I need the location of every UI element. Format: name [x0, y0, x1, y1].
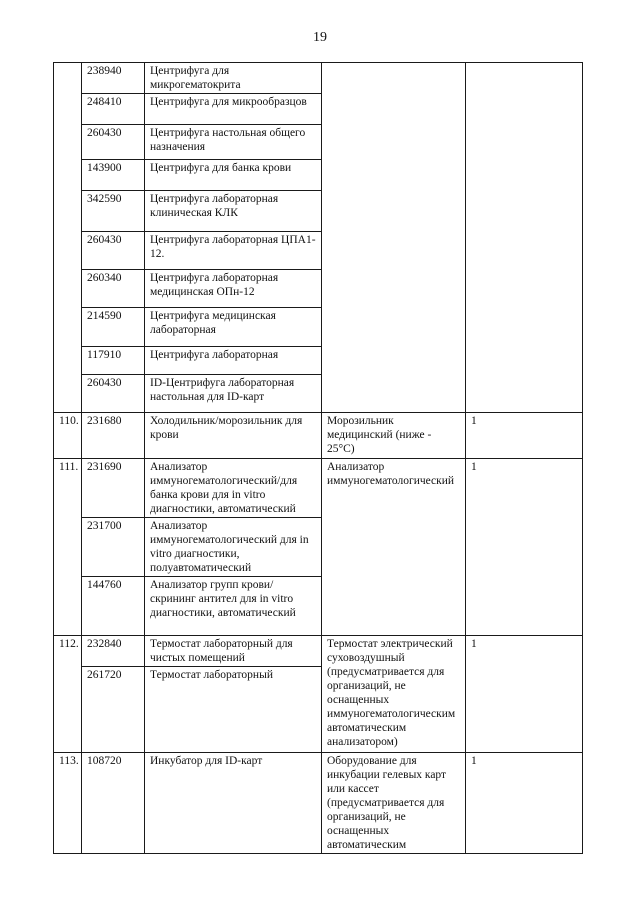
quantity-cell: 1	[466, 753, 583, 854]
code-cell: 342590	[82, 191, 145, 232]
code-cell: 143900	[82, 160, 145, 191]
code-cell: 260430	[82, 125, 145, 160]
quantity-cell: 1	[466, 636, 583, 753]
quantity-cell	[466, 63, 583, 413]
table-row	[54, 413, 583, 459]
code-cell: 214590	[82, 308, 145, 347]
code-cell: 260340	[82, 270, 145, 308]
name-cell: Центрифуга для микрогематокрита	[145, 63, 322, 94]
code-cell: 117910	[82, 347, 145, 375]
code-cell: 231690	[82, 459, 145, 518]
code-cell: 261720	[82, 667, 145, 753]
code-cell: 108720	[82, 753, 145, 854]
code-cell: 231700	[82, 518, 145, 577]
code-cell: 238940	[82, 63, 145, 94]
page-number: 19	[313, 30, 327, 45]
row-number-cell: 112.	[54, 636, 82, 753]
row-number-cell: 110.	[54, 413, 82, 459]
code-cell: 232840	[82, 636, 145, 667]
code-cell: 260430	[82, 232, 145, 270]
code-cell: 231680	[82, 413, 145, 459]
name-cell: Центрифуга настольная общего назначения	[145, 125, 322, 160]
name-cell: Анализатор групп крови/скрининг антител для in vitro диагностики, автоматический	[145, 577, 322, 636]
table-row	[54, 63, 583, 94]
name-cell: Центрифуга для банка крови	[145, 160, 322, 191]
name-cell: Центрифуга лабораторная ЦПА1-12.	[145, 232, 322, 270]
name-cell: Холодильник/морозильник для крови	[145, 413, 322, 459]
name-cell: Термостат лабораторный	[145, 667, 322, 753]
code-cell: 248410	[82, 94, 145, 125]
equipment-cell: Анализатор иммуногематологический	[322, 459, 466, 636]
name-cell: Центрифуга лабораторная медицинская ОПн-12	[145, 270, 322, 308]
row-number-cell: 111.	[54, 459, 82, 636]
name-cell: Центрифуга для микрообразцов	[145, 94, 322, 125]
table-row	[54, 459, 583, 518]
name-cell: ID-Центрифуга лабораторная настольная для ID-карт	[145, 375, 322, 413]
quantity-cell: 1	[466, 413, 583, 459]
table-row	[54, 636, 583, 667]
equipment-cell: Оборудование для инкубации гелевых карт или кассет (предусматривается для организаций, не оснащенных автоматическим	[322, 753, 466, 854]
name-cell: Центрифуга лабораторная клиническая КЛК	[145, 191, 322, 232]
name-cell: Термостат лабораторный для чистых помещений	[145, 636, 322, 667]
quantity-cell: 1	[466, 459, 583, 636]
name-cell: Инкубатор для ID-карт	[145, 753, 322, 854]
equipment-table	[53, 62, 583, 854]
row-number-cell: 113.	[54, 753, 82, 854]
name-cell: Анализатор иммуногематологический/для банка крови для in vitro диагностики, автоматический	[145, 459, 322, 518]
name-cell: Центрифуга лабораторная	[145, 347, 322, 375]
equipment-cell: Термостат электрический суховоздушный (предусматривается для организаций, не оснащенных иммуногематологическим автоматическим анализатором)	[322, 636, 466, 753]
code-cell: 144760	[82, 577, 145, 636]
code-cell: 260430	[82, 375, 145, 413]
name-cell: Анализатор иммуногематологический для in vitro диагностики, полуавтоматический	[145, 518, 322, 577]
row-number-cell	[54, 63, 82, 413]
equipment-cell: Морозильник медицинский (ниже - 25°С)	[322, 413, 466, 459]
table-row	[54, 753, 583, 854]
name-cell: Центрифуга медицинская лабораторная	[145, 308, 322, 347]
equipment-cell	[322, 63, 466, 413]
